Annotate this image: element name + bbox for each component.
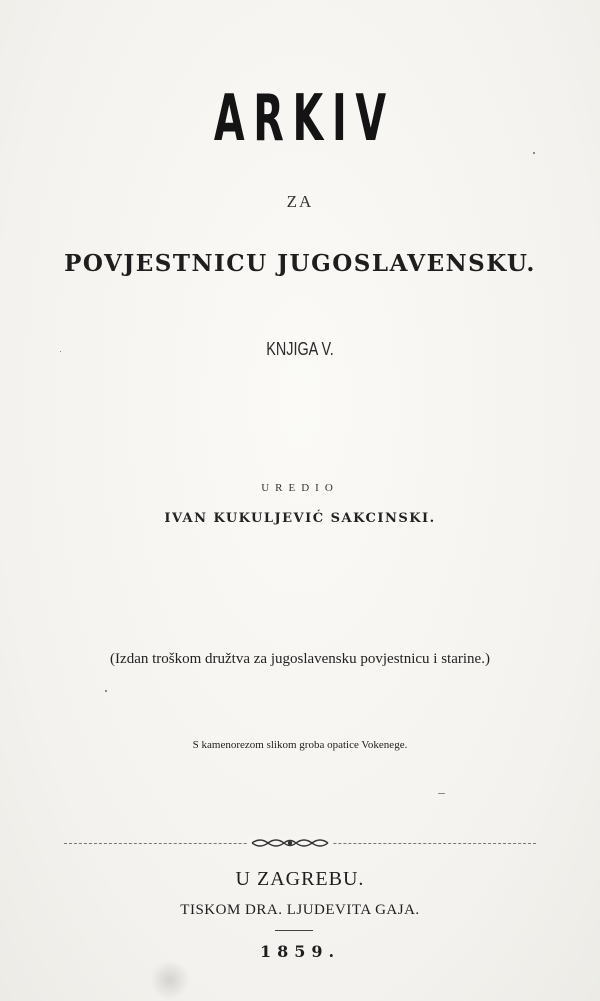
publication-place: U ZAGREBU. [235, 868, 365, 890]
paper-smudge [150, 960, 190, 1000]
ornament-icon [248, 834, 332, 852]
edited-by-label: UREDIO [261, 482, 339, 494]
publication-year: 1859. [259, 942, 341, 961]
editor-name: IVAN KUKULJEVIĆ SAKCINSKI. [164, 511, 436, 526]
title-connector: ZA [286, 192, 314, 211]
book-subtitle: POVJESTNICU JUGOSLAVENSKU. [64, 250, 536, 277]
illustration-note: S kamenorezom slikom groba opatice Vokenege. [192, 739, 408, 751]
paper-speck [105, 690, 107, 692]
paper-speck [60, 351, 61, 352]
printer-name: TISKOM DRA. LJUDEVITA GAJA. [180, 902, 420, 918]
paper-speck [438, 793, 445, 794]
volume-number: KNJIGA V. [266, 339, 334, 359]
paper-speck [533, 152, 535, 154]
short-rule [275, 930, 313, 931]
book-title: ARKIV [213, 82, 395, 156]
publication-note: (Izdan troškom družtva za jugoslavensku povjestnicu i starine.) [110, 651, 490, 667]
